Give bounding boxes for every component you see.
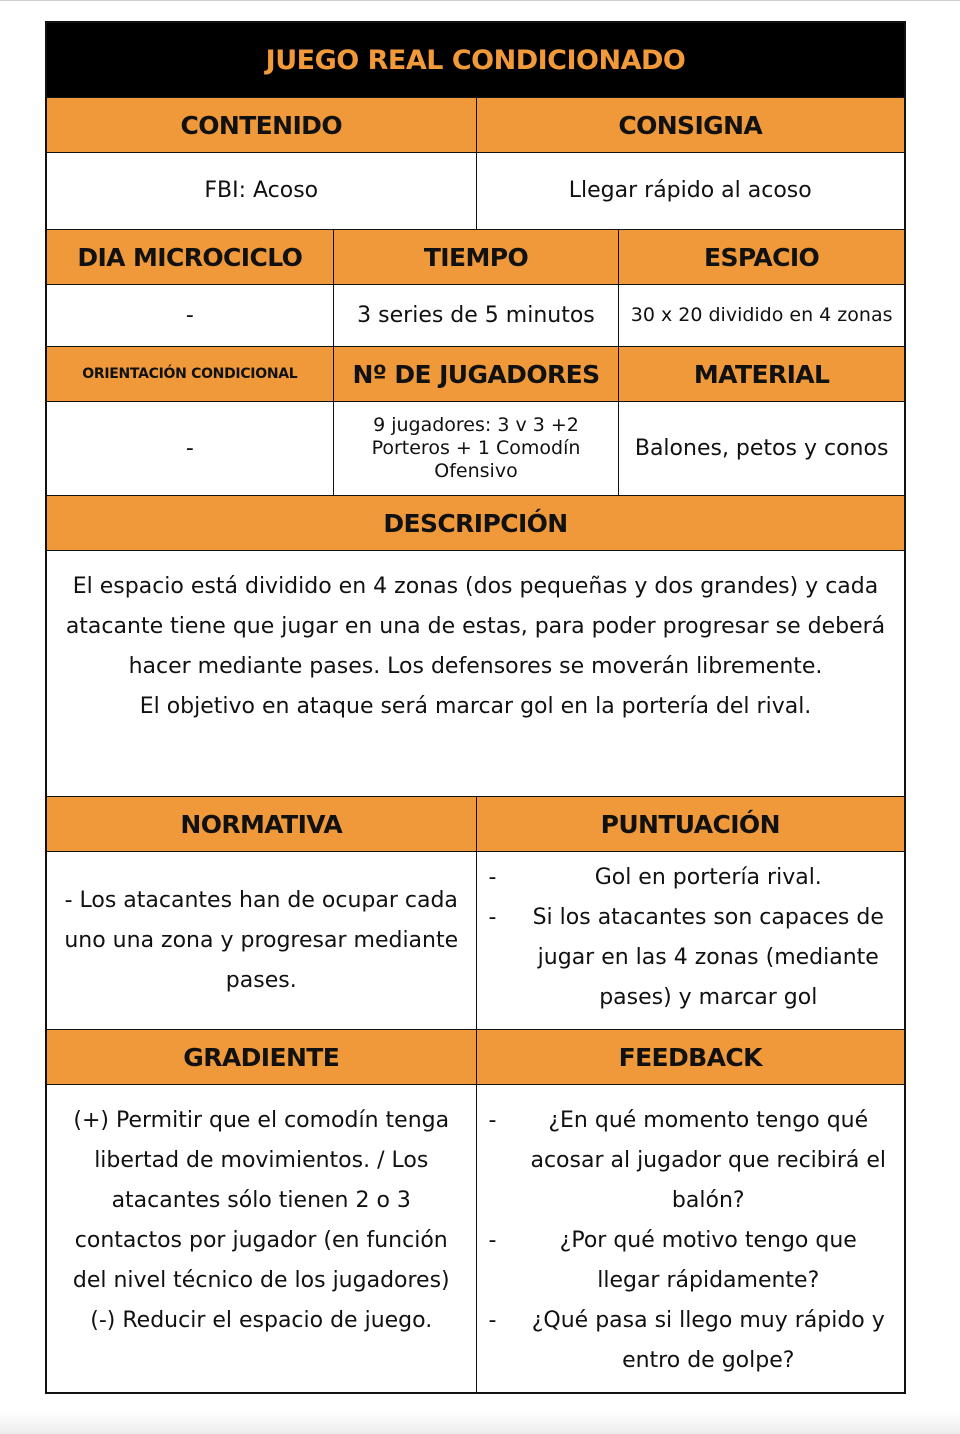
puntuacion-item-text: Si los atacantes son capaces de jugar en las 4 zonas (mediante pases) y marcar gol <box>532 905 884 1010</box>
normativa-header: NORMATIVA <box>47 797 476 851</box>
exercise-sheet <box>45 21 906 1394</box>
feedback-item <box>487 1301 891 1381</box>
contenido-header: CONTENIDO <box>47 98 476 152</box>
normativa-value: - Los atacantes han de ocupar cada uno una zona y progresar mediante pases. <box>64 887 459 993</box>
orientacion-header: ORIENTACIÓN CONDICIONAL <box>47 347 333 401</box>
header-row-2 <box>47 229 904 284</box>
dia-microciclo-header: DIA MICROCICLO <box>47 230 333 284</box>
descripcion-header-row <box>47 495 904 550</box>
header-row-5 <box>47 796 904 851</box>
feedback-item-text: ¿En qué momento tengo qué acosar al jugador que recibirá el balón? <box>530 1108 887 1213</box>
feedback-item-text: ¿Qué pasa si llego muy rápido y entro de golpe? <box>531 1308 885 1373</box>
tiempo-header: TIEMPO <box>333 230 619 284</box>
feedback-list <box>476 1085 905 1392</box>
espacio-value: 30 x 20 dividido en 4 zonas <box>618 285 904 346</box>
descripcion-text-1: El espacio está dividido en 4 zonas (dos pequeñas y dos grandes) y cada atacante tiene que jugar en una de estas, para poder progresar se deberá hacer mediante pases. Los defensores se moverán libremente. <box>65 574 886 679</box>
consigna-header: CONSIGNA <box>476 98 905 152</box>
value-row-3 <box>47 401 904 495</box>
descripcion-row <box>47 550 904 796</box>
bullet-dash: - <box>488 1108 497 1133</box>
bullet-dash: - <box>488 1228 497 1253</box>
feedback-item <box>487 1221 891 1301</box>
consigna-value: Llegar rápido al acoso <box>476 153 905 229</box>
espacio-header: ESPACIO <box>618 230 904 284</box>
dia-microciclo-value: - <box>47 285 333 346</box>
puntuacion-item <box>487 858 891 898</box>
normativa-cell <box>47 852 476 1029</box>
gradiente-cell <box>47 1085 476 1392</box>
feedback-item-text: ¿Por qué motivo tengo que llegar rápidamente? <box>559 1228 857 1293</box>
bottom-shadow <box>0 1412 960 1434</box>
sheet-title: JUEGO REAL CONDICIONADO <box>47 23 904 97</box>
bullet-dash: - <box>488 865 497 890</box>
value-row-2 <box>47 284 904 346</box>
header-row-1 <box>47 97 904 152</box>
jugadores-value: 9 jugadores: 3 v 3 +2 Porteros + 1 Comodín Ofensivo <box>333 402 619 495</box>
bullet-dash: - <box>488 1308 497 1333</box>
puntuacion-item <box>487 898 891 1018</box>
descripcion-header: DESCRIPCIÓN <box>47 496 904 550</box>
value-row-1 <box>47 152 904 229</box>
puntuacion-list <box>476 852 905 1029</box>
bullet-dash: - <box>488 905 497 930</box>
tiempo-value: 3 series de 5 minutos <box>333 285 619 346</box>
value-row-6 <box>47 1084 904 1392</box>
header-row-3 <box>47 346 904 401</box>
puntuacion-item-text: Gol en portería rival. <box>594 865 822 890</box>
top-border-line <box>0 0 960 1</box>
gradiente-minus: (-) Reducir el espacio de juego. <box>90 1308 433 1333</box>
value-row-5 <box>47 851 904 1029</box>
feedback-header: FEEDBACK <box>476 1030 905 1084</box>
jugadores-header: Nº DE JUGADORES <box>333 347 619 401</box>
feedback-item <box>487 1101 891 1221</box>
title-row <box>47 23 904 97</box>
material-value: Balones, petos y conos <box>618 402 904 495</box>
descripcion-body <box>47 551 904 796</box>
material-header: MATERIAL <box>618 347 904 401</box>
descripcion-text-2: El objetivo en ataque será marcar gol en la portería del rival. <box>139 694 812 719</box>
gradiente-plus: (+) Permitir que el comodín tenga libertad de movimientos. / Los atacantes sólo tienen 2 o 3 contactos por jugador (en función del nivel técnico de los jugadores) <box>72 1108 450 1293</box>
contenido-value: FBI: Acoso <box>47 153 476 229</box>
header-row-6 <box>47 1029 904 1084</box>
gradiente-header: GRADIENTE <box>47 1030 476 1084</box>
orientacion-value: - <box>47 402 333 495</box>
puntuacion-header: PUNTUACIÓN <box>476 797 905 851</box>
